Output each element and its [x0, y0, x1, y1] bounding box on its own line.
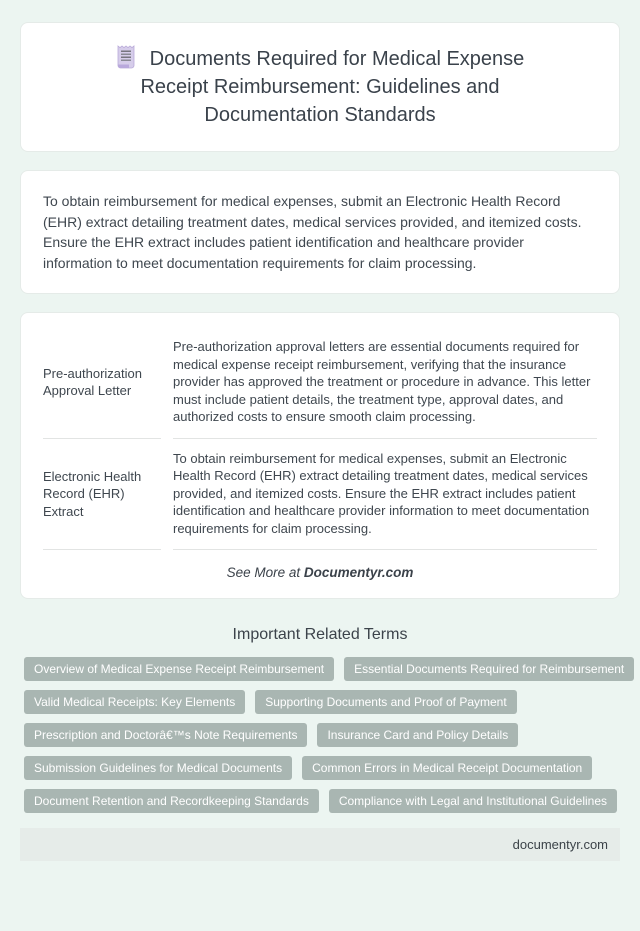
related-term-button[interactable]: Supporting Documents and Proof of Payment	[255, 690, 516, 714]
footer-bar	[20, 828, 620, 861]
glossary-description: To obtain reimbursement for medical expenses, submit an Electronic Health Record (EHR) extract detailing treatment dates, medical services provided, and itemized costs. Ensure the EHR extract includes patient identification and healthcare provider information to meet documentation requirements for claim processing.	[173, 439, 597, 551]
related-terms-list	[0, 657, 640, 813]
page-title	[100, 45, 540, 129]
receipt-icon	[116, 45, 136, 69]
related-terms-row	[24, 789, 616, 813]
footer-site-text: documentyr.com	[512, 837, 608, 852]
page-title-text: Documents Required for Medical Expense Receipt Reimbursement: Guidelines and Documentation Standards	[140, 48, 525, 126]
related-term-button[interactable]: Overview of Medical Expense Receipt Reimbursement	[24, 657, 334, 681]
related-term-button[interactable]: Document Retention and Recordkeeping Standards	[24, 789, 319, 813]
related-term-button[interactable]: Valid Medical Receipts: Key Elements	[24, 690, 245, 714]
glossary-description: Pre-authorization approval letters are essential documents required for medical expense receipt reimbursement, verifying that the insurance provider has approved the treatment or procedure in advance. This letter must include patient details, the treatment type, approval dates, and authorized costs to ensure smooth claim processing.	[173, 327, 597, 439]
see-more-caption	[43, 565, 597, 580]
see-more-prefix: See More at	[226, 565, 301, 580]
glossary-table-body	[43, 327, 597, 550]
related-terms-row	[24, 657, 625, 681]
related-terms-row	[24, 756, 616, 780]
related-terms-row	[24, 690, 616, 714]
related-term-button[interactable]: Prescription and Doctorâ€™s Note Requirements	[24, 723, 307, 747]
related-term-button[interactable]: Submission Guidelines for Medical Documents	[24, 756, 292, 780]
related-term-button[interactable]: Essential Documents Required for Reimbursement	[344, 657, 634, 681]
glossary-table	[31, 327, 609, 550]
related-term-button[interactable]: Compliance with Legal and Institutional Guidelines	[329, 789, 617, 813]
glossary-row	[43, 327, 597, 439]
related-terms-row	[24, 723, 616, 747]
title-card	[20, 22, 620, 152]
related-term-button[interactable]: Common Errors in Medical Receipt Documentation	[302, 756, 592, 780]
glossary-term: Pre-authorization Approval Letter	[43, 327, 161, 439]
glossary-term: Electronic Health Record (EHR) Extract	[43, 439, 161, 551]
glossary-card	[20, 312, 620, 599]
intro-card	[20, 170, 620, 294]
glossary-row	[43, 439, 597, 551]
intro-paragraph: To obtain reimbursement for medical expenses, submit an Electronic Health Record (EHR) extract detailing treatment dates, medical services provided, and itemized costs. Ensure the EHR extract includes patient identification and healthcare provider information to meet documentation requirements for claim processing.	[43, 193, 582, 271]
see-more-site-link[interactable]: Documentyr.com	[303, 565, 414, 580]
related-term-button[interactable]: Insurance Card and Policy Details	[317, 723, 518, 747]
related-terms-heading: Important Related Terms	[232, 626, 408, 643]
